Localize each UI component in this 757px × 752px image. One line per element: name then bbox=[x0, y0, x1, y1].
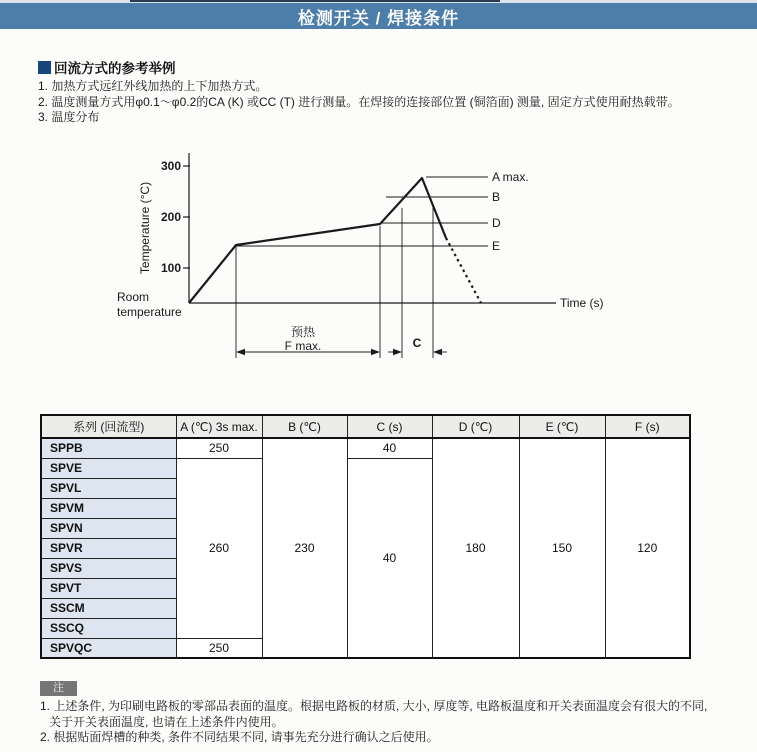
note-badge: 注 bbox=[40, 681, 77, 696]
col-header-f: F (s) bbox=[605, 415, 690, 438]
dim-c-label: C bbox=[412, 336, 422, 350]
footnotes bbox=[40, 699, 707, 746]
col-header-e: E (℃) bbox=[519, 415, 605, 438]
col-header-b: B (℃) bbox=[262, 415, 347, 438]
ref-label-a-max: A max. bbox=[492, 170, 529, 184]
section-title: 回流方式的参考举例 bbox=[54, 61, 176, 76]
col-header-series: 系列 (回流型) bbox=[41, 415, 176, 438]
series-label-spvn: SPVN bbox=[41, 518, 176, 538]
method-note-3: 3. 温度分布 bbox=[38, 110, 100, 124]
origin-label-line2: temperature bbox=[117, 305, 182, 319]
reflow-profile-chart bbox=[80, 145, 640, 375]
footnote-1-continued: 关于开关表面温度, 也请在上述条件内使用。 bbox=[49, 714, 284, 729]
ref-label-d: D bbox=[492, 216, 501, 230]
dim-c-arrow-right bbox=[433, 349, 442, 355]
value-d-all: 180 bbox=[432, 438, 519, 658]
table-row bbox=[41, 438, 690, 458]
ref-label-b: B bbox=[492, 190, 501, 204]
dim-fmax-arrow-right bbox=[371, 349, 380, 355]
col-header-a: A (℃) 3s max. bbox=[176, 415, 262, 438]
section-header bbox=[38, 57, 176, 77]
value-a-group: 260 bbox=[176, 458, 262, 638]
x-axis-title: Time (s) bbox=[560, 296, 604, 310]
origin-label-line1: Room bbox=[117, 290, 150, 304]
value-a-sppb: 250 bbox=[176, 438, 262, 458]
page-title: 检测开关 / 焊接条件 bbox=[297, 8, 460, 28]
dim-c-arrow-left bbox=[393, 349, 402, 355]
footnote-2: 2. 根据贴面焊槽的种类, 条件不同结果不同, 请事先充分进行确认之后使用。 bbox=[40, 730, 439, 744]
series-label-spvm: SPVM bbox=[41, 498, 176, 518]
dim-fmax-arrow-left bbox=[236, 349, 245, 355]
value-a-spvqc: 250 bbox=[176, 638, 262, 658]
table-header-row bbox=[41, 415, 690, 438]
soldering-conditions-table bbox=[40, 414, 691, 659]
method-note-2: 2. 温度测量方式用φ0.1～φ0.2的CA (K) 或CC (T) 进行测量。在焊接的连接部位置 (铜箔面) 测量, 固定方式使用耐热载带。 bbox=[38, 94, 680, 109]
series-label-sppb: SPPB bbox=[41, 438, 176, 458]
value-f-all: 120 bbox=[605, 438, 690, 658]
value-c-sppb: 40 bbox=[347, 438, 432, 458]
series-label-spvt: SPVT bbox=[41, 578, 176, 598]
y-tick-label-300: 300 bbox=[160, 159, 181, 173]
ref-label-e: E bbox=[492, 239, 501, 253]
dim-fmax-label: F max. bbox=[284, 339, 322, 353]
value-b-all: 230 bbox=[262, 438, 347, 658]
value-c-group: 40 bbox=[347, 458, 432, 658]
dim-preheat-label: 预热 bbox=[290, 325, 316, 339]
y-axis-title: Temperature (°C) bbox=[138, 181, 152, 275]
col-header-d: D (℃) bbox=[432, 415, 519, 438]
series-label-spve: SPVE bbox=[41, 458, 176, 478]
method-note-1: 1. 加热方式远红外线加热的上下加热方式。 bbox=[38, 79, 268, 93]
footnote-1: 1. 上述条件, 为印刷电路板的零部品表面的温度。根据电路板的材质, 大小, 厚度等, 电路板温度和开关表面温度会有很大的不同, bbox=[40, 699, 708, 713]
value-e-all: 150 bbox=[519, 438, 605, 658]
y-tick-label-100: 100 bbox=[160, 261, 181, 275]
series-label-spvqc: SPVQC bbox=[41, 638, 176, 658]
series-label-spvl: SPVL bbox=[41, 478, 176, 498]
page-title-bar bbox=[0, 3, 757, 29]
section-square-icon bbox=[38, 61, 51, 74]
y-tick-label-200: 200 bbox=[160, 210, 181, 224]
temperature-profile-cooldown-dashed bbox=[446, 238, 481, 303]
series-label-sscm: SSCM bbox=[41, 598, 176, 618]
col-header-c: C (s) bbox=[347, 415, 432, 438]
top-strip-accent bbox=[130, 0, 500, 2]
series-label-sscq: SSCQ bbox=[41, 618, 176, 638]
series-label-spvr: SPVR bbox=[41, 538, 176, 558]
method-notes bbox=[38, 79, 680, 126]
series-label-spvs: SPVS bbox=[41, 558, 176, 578]
